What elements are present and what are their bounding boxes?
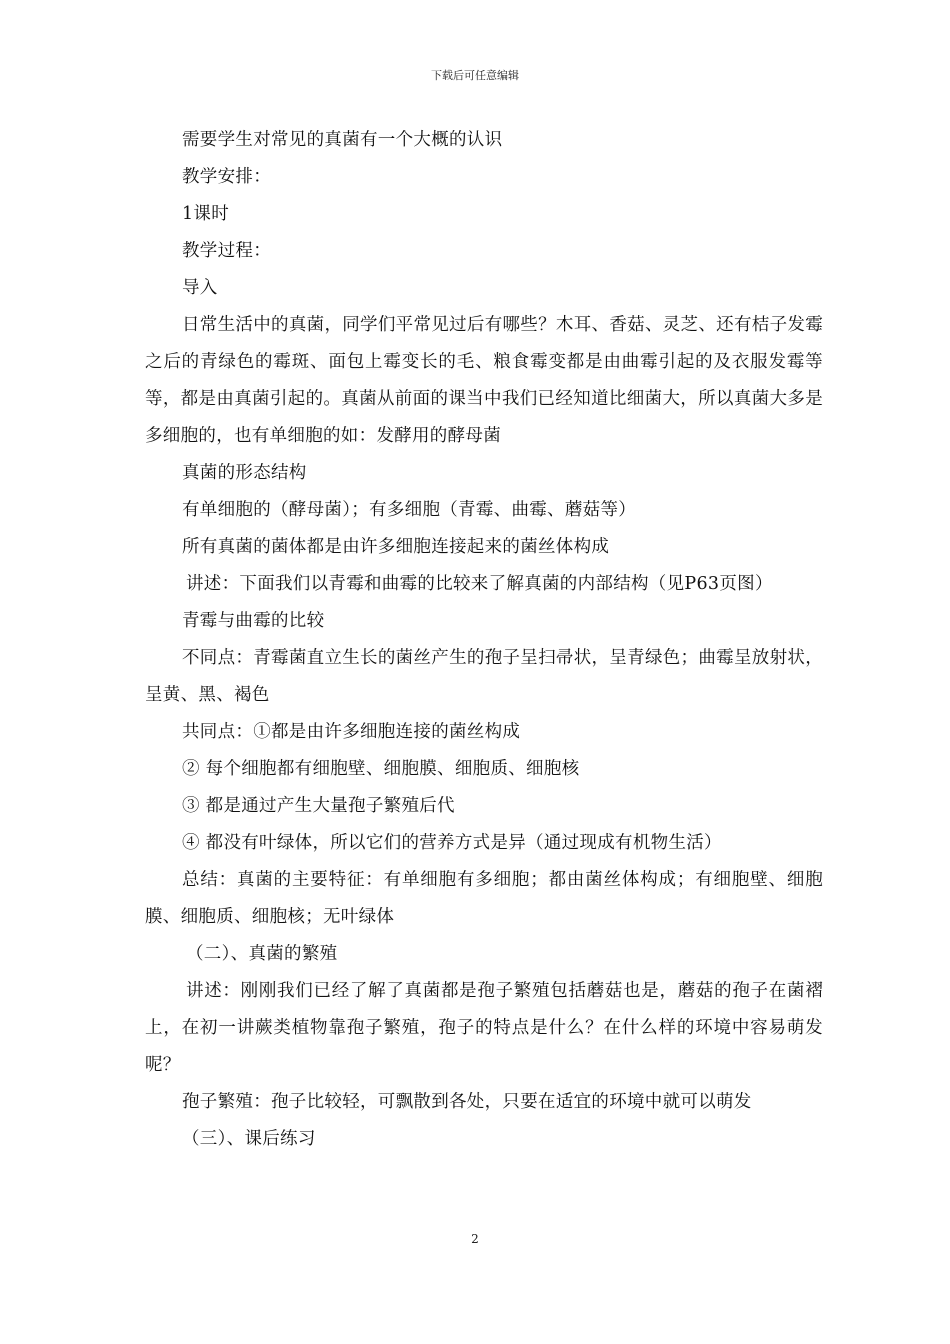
list-item: ④ 都没有叶绿体，所以它们的营养方式是异（通过现成有机物生活） (182, 833, 722, 853)
paragraph: 有单细胞的（酵母菌）；有多细胞（青霉、曲霉、蘑菇等） (182, 500, 637, 520)
paragraph: 讲述：下面我们以青霉和曲霉的比较来了解真菌的内部结构（见P63页图） (186, 574, 773, 594)
section-heading: （三）、课后练习 (182, 1129, 316, 1149)
page-header: 下载后可任意编辑 (431, 69, 519, 82)
list-item: ② 每个细胞都有细胞壁、细胞膜、细胞质、细胞核 (182, 759, 580, 779)
paragraph: 所有真菌的菌体都是由许多细胞连接起来的菌丝体构成 (182, 537, 610, 557)
section-heading: （二）、真菌的繁殖 (186, 944, 338, 964)
section-heading: 青霉与曲霉的比较 (182, 611, 325, 631)
paragraph: 教学安排： (182, 167, 271, 187)
paragraph: 教学过程： (182, 241, 271, 261)
paragraph: 孢子繁殖：孢子比较轻，可飘散到各处，只要在适宜的环境中就可以萌发 (182, 1092, 752, 1112)
paragraph: 讲述：刚刚我们已经了解了真菌都是孢子繁殖包括蘑菇也是，蘑菇的孢子在菌褶上，在初一讲蕨类植物靠孢子繁殖，孢子的特点是什么？在什么样的环境中容易萌发呢？ (145, 981, 823, 1075)
section-heading: 导入 (182, 278, 218, 298)
section-heading: 真菌的形态结构 (182, 463, 307, 483)
paragraph: 1课时 (182, 204, 230, 224)
paragraph: 需要学生对常见的真菌有一个大概的认识 (182, 130, 503, 150)
document-body (145, 122, 823, 1158)
list-item: ③ 都是通过产生大量孢子繁殖后代 (182, 796, 455, 816)
paragraph: 不同点：青霉菌直立生长的菌丝产生的孢子呈扫帚状，呈青绿色；曲霉呈放射状，呈黄、黑、褐色 (145, 648, 823, 705)
paragraph: 日常生活中的真菌，同学们平常见过后有哪些？木耳、香菇、灵芝、还有桔子发霉之后的青绿色的霉斑、面包上霉变长的毛、粮食霉变都是由曲霉引起的及衣服发霉等等，都是由真菌引起的。真菌从前面的课当中我们已经知道比细菌大，所以真菌大多是多细胞的，也有单细胞的如：发酵用的酵母菌 (145, 315, 823, 446)
paragraph: 总结：真菌的主要特征：有单细胞有多细胞；都由菌丝体构成；有细胞壁、细胞膜、细胞质、细胞核；无叶绿体 (145, 870, 823, 927)
page-number: 2 (471, 1232, 479, 1246)
paragraph: 共同点：①都是由许多细胞连接的菌丝构成 (182, 722, 521, 742)
